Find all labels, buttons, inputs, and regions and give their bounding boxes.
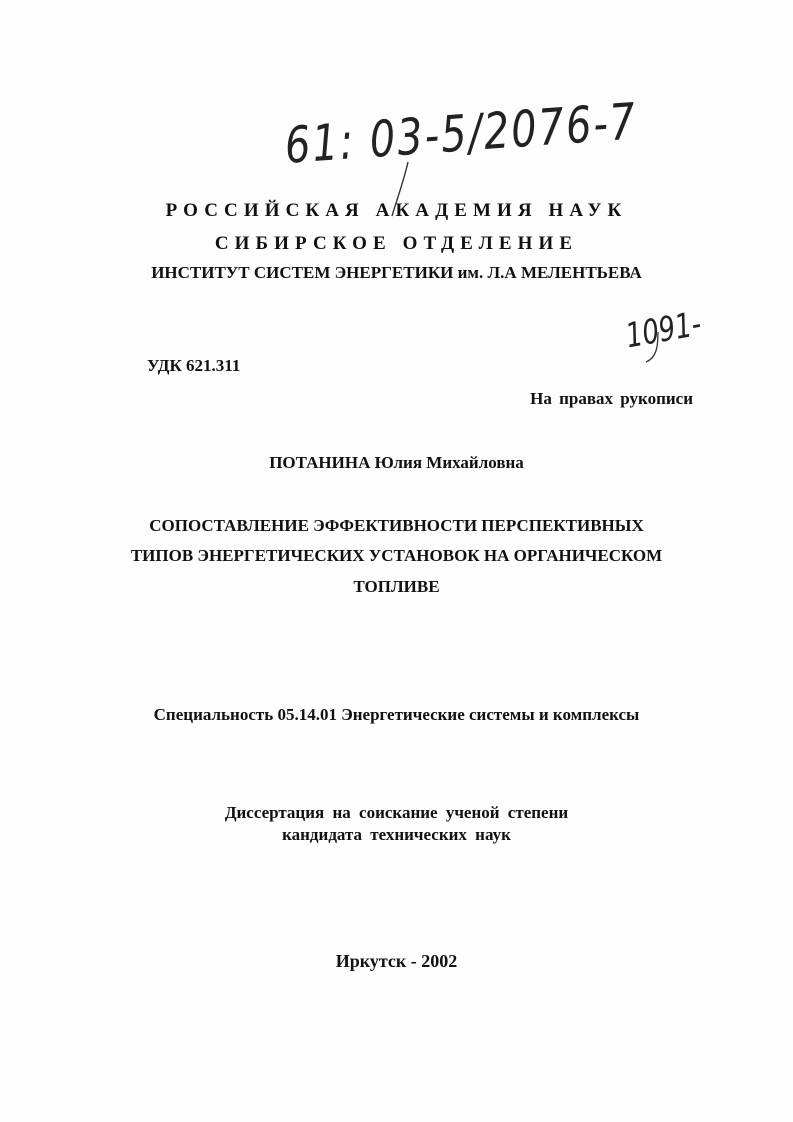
manuscript-rights: На правах рукописи <box>530 389 693 408</box>
speciality: Специальность 05.14.01 Энергетические системы и комплексы <box>153 705 640 724</box>
author-name: ПОТАНИНА Юлия Михайловна <box>269 453 524 472</box>
organization-branch: СИБИРСКОЕ ОТДЕЛЕНИЕ <box>214 233 579 254</box>
city-year: Иркутск - 2002 <box>335 951 458 971</box>
handwritten-hook <box>640 330 670 370</box>
thesis-title-line2: ТИПОВ ЭНЕРГЕТИЧЕСКИХ УСТАНОВОК НА ОРГАНИЧЕСКОМ <box>130 546 663 565</box>
udc-code: УДК 621.311 <box>147 356 241 375</box>
degree-line2: кандидата технических наук <box>282 825 511 844</box>
thesis-title-line1: СОПОСТАВЛЕНИЕ ЭФФЕКТИВНОСТИ ПЕРСПЕКТИВНЫХ <box>149 516 644 535</box>
organization-institute: ИНСТИТУТ СИСТЕМ ЭНЕРГЕТИКИ им. Л.А МЕЛЕНТЬЕВА <box>151 263 642 282</box>
thesis-title-line3: ТОПЛИВЕ <box>353 577 440 596</box>
degree-line1: Диссертация на соискание ученой степени <box>224 803 569 822</box>
handwritten-note: 1091- <box>623 304 705 357</box>
handwritten-archive-code: 61: 03-5/2076-7 <box>283 93 640 176</box>
organization-academy: РОССИЙСКАЯ АКАДЕМИЯ НАУК <box>165 200 628 221</box>
